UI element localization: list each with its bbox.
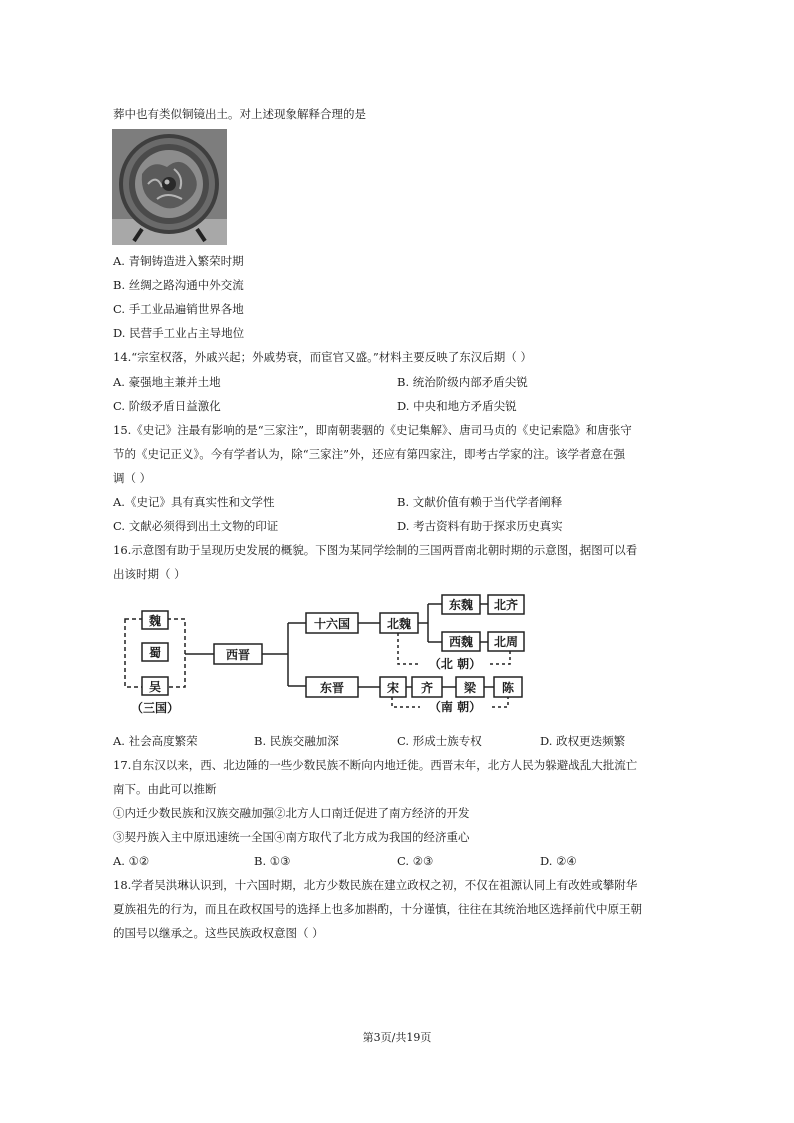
q15-option-a: A.《史记》具有真实性和文学性: [113, 495, 275, 509]
bronze-mirror-image: [112, 129, 227, 245]
q16-option-d: D. 政权更迭频繁: [540, 734, 626, 748]
q13-option-b: B. 丝绸之路沟通中外交流: [113, 278, 244, 292]
q15-stem-line-2: 节的《史记正义》。今有学者认为，除“三家注”外，还应有第四家注，即考古学家的注。该学者意在强: [113, 447, 626, 461]
q18-stem-line-1: 18.学者吴洪琳认识到，十六国时期，北方少数民族在建立政权之初，不仅在祖源认同上有改姓或攀附华: [113, 878, 638, 892]
node-dongjin: 东晋: [319, 681, 345, 695]
q17-stem-line-1: 17.自东汉以来，西、北边陲的一些少数民族不断向内地迁徙。西晋末年，北方人民为躲避战乱大批流亡: [113, 758, 638, 772]
q17-statements-line-1: ①内迁少数民族和汉族交融加强②北方人口南迁促进了南方经济的开发: [113, 806, 470, 820]
node-shiliuguo: 十六国: [313, 617, 351, 631]
q16-stem-line-2: 出该时期（ ）: [113, 567, 186, 581]
node-beizhou: 北周: [493, 635, 519, 649]
q15-stem-line-3: 调（ ）: [113, 471, 152, 485]
q18-stem-line-2: 夏族祖先的行为，而且在政权国号的选择上也多加斟酌，十分谨慎，往往在其统治地区选择前代中原王朝: [113, 902, 642, 916]
node-chen: 陈: [501, 681, 515, 695]
page-footer: 第3页/共19页: [362, 1031, 432, 1044]
q16-option-a: A. 社会高度繁荣: [113, 734, 198, 748]
q14-option-d: D. 中央和地方矛盾尖锐: [397, 399, 517, 413]
q18-stem-line-3: 的国号以继承之。这些民族政权意图（ ）: [113, 926, 324, 940]
node-song: 宋: [386, 681, 400, 695]
q17-statements-line-2: ③契丹族入主中原迅速统一全国④南方取代了北方成为我国的经济重心: [113, 830, 470, 844]
q15-option-c: C. 文献必须得到出土文物的印证: [113, 519, 279, 533]
q14-option-b: B. 统治阶级内部矛盾尖锐: [397, 375, 528, 389]
node-wei: 魏: [148, 614, 162, 628]
q17-option-c: C. ②③: [397, 854, 434, 868]
node-beiqi: 北齐: [493, 598, 519, 612]
node-xijin: 西晋: [225, 648, 251, 662]
q14-option-c: C. 阶级矛盾日益激化: [113, 399, 221, 413]
intro-line: 葬中也有类似铜镜出土。对上述现象解释合理的是: [113, 107, 366, 121]
label-bei-chao: （北 朝）: [428, 657, 482, 671]
node-wu: 吴: [148, 680, 162, 694]
q14-stem: 14.“宗室权落，外戚兴起；外戚势衰，而宦官又盛。”材料主要反映了东汉后期（ ）: [113, 350, 532, 364]
label-nan-chao: （南 朝）: [428, 700, 482, 714]
node-beiwei: 北魏: [386, 617, 412, 631]
q13-option-c: C. 手工业品遍销世界各地: [113, 302, 244, 316]
q16-stem-line-1: 16.示意图有助于呈现历史发展的概貌。下图为某同学绘制的三国两晋南北朝时期的示意图，据图可以看: [113, 543, 638, 557]
bronze-mirror-icon: [112, 129, 227, 245]
q14-option-a: A. 豪强地主兼并土地: [113, 375, 221, 389]
q16-option-c: C. 形成士族专权: [397, 734, 482, 748]
q17-option-a: A. ①②: [113, 854, 150, 868]
node-xiwei: 西魏: [448, 635, 474, 649]
label-sanguo: （三国）: [130, 701, 180, 715]
q15-option-d: D. 考古资料有助于探求历史真实: [397, 519, 563, 533]
q13-option-a: A. 青铜铸造进入繁荣时期: [113, 254, 244, 268]
node-dongwei: 东魏: [448, 598, 474, 612]
q17-option-b: B. ①③: [254, 854, 291, 868]
dynasty-diagram: [0, 590, 794, 720]
q17-stem-line-2: 南下。由此可以推断: [113, 782, 217, 796]
node-liang: 梁: [463, 681, 477, 695]
q15-option-b: B. 文献价值有赖于当代学者阐释: [397, 495, 563, 509]
q17-option-d: D. ②④: [540, 854, 577, 868]
node-shu: 蜀: [148, 646, 162, 660]
q16-option-b: B. 民族交融加深: [254, 734, 339, 748]
node-qi: 齐: [420, 681, 434, 695]
q15-stem-line-1: 15.《史记》注最有影响的是“三家注”，即南朝裴骃的《史记集解》、唐司马贞的《史记索隐》和唐张守: [113, 423, 632, 437]
q13-option-d: D. 民营手工业占主导地位: [113, 326, 245, 340]
